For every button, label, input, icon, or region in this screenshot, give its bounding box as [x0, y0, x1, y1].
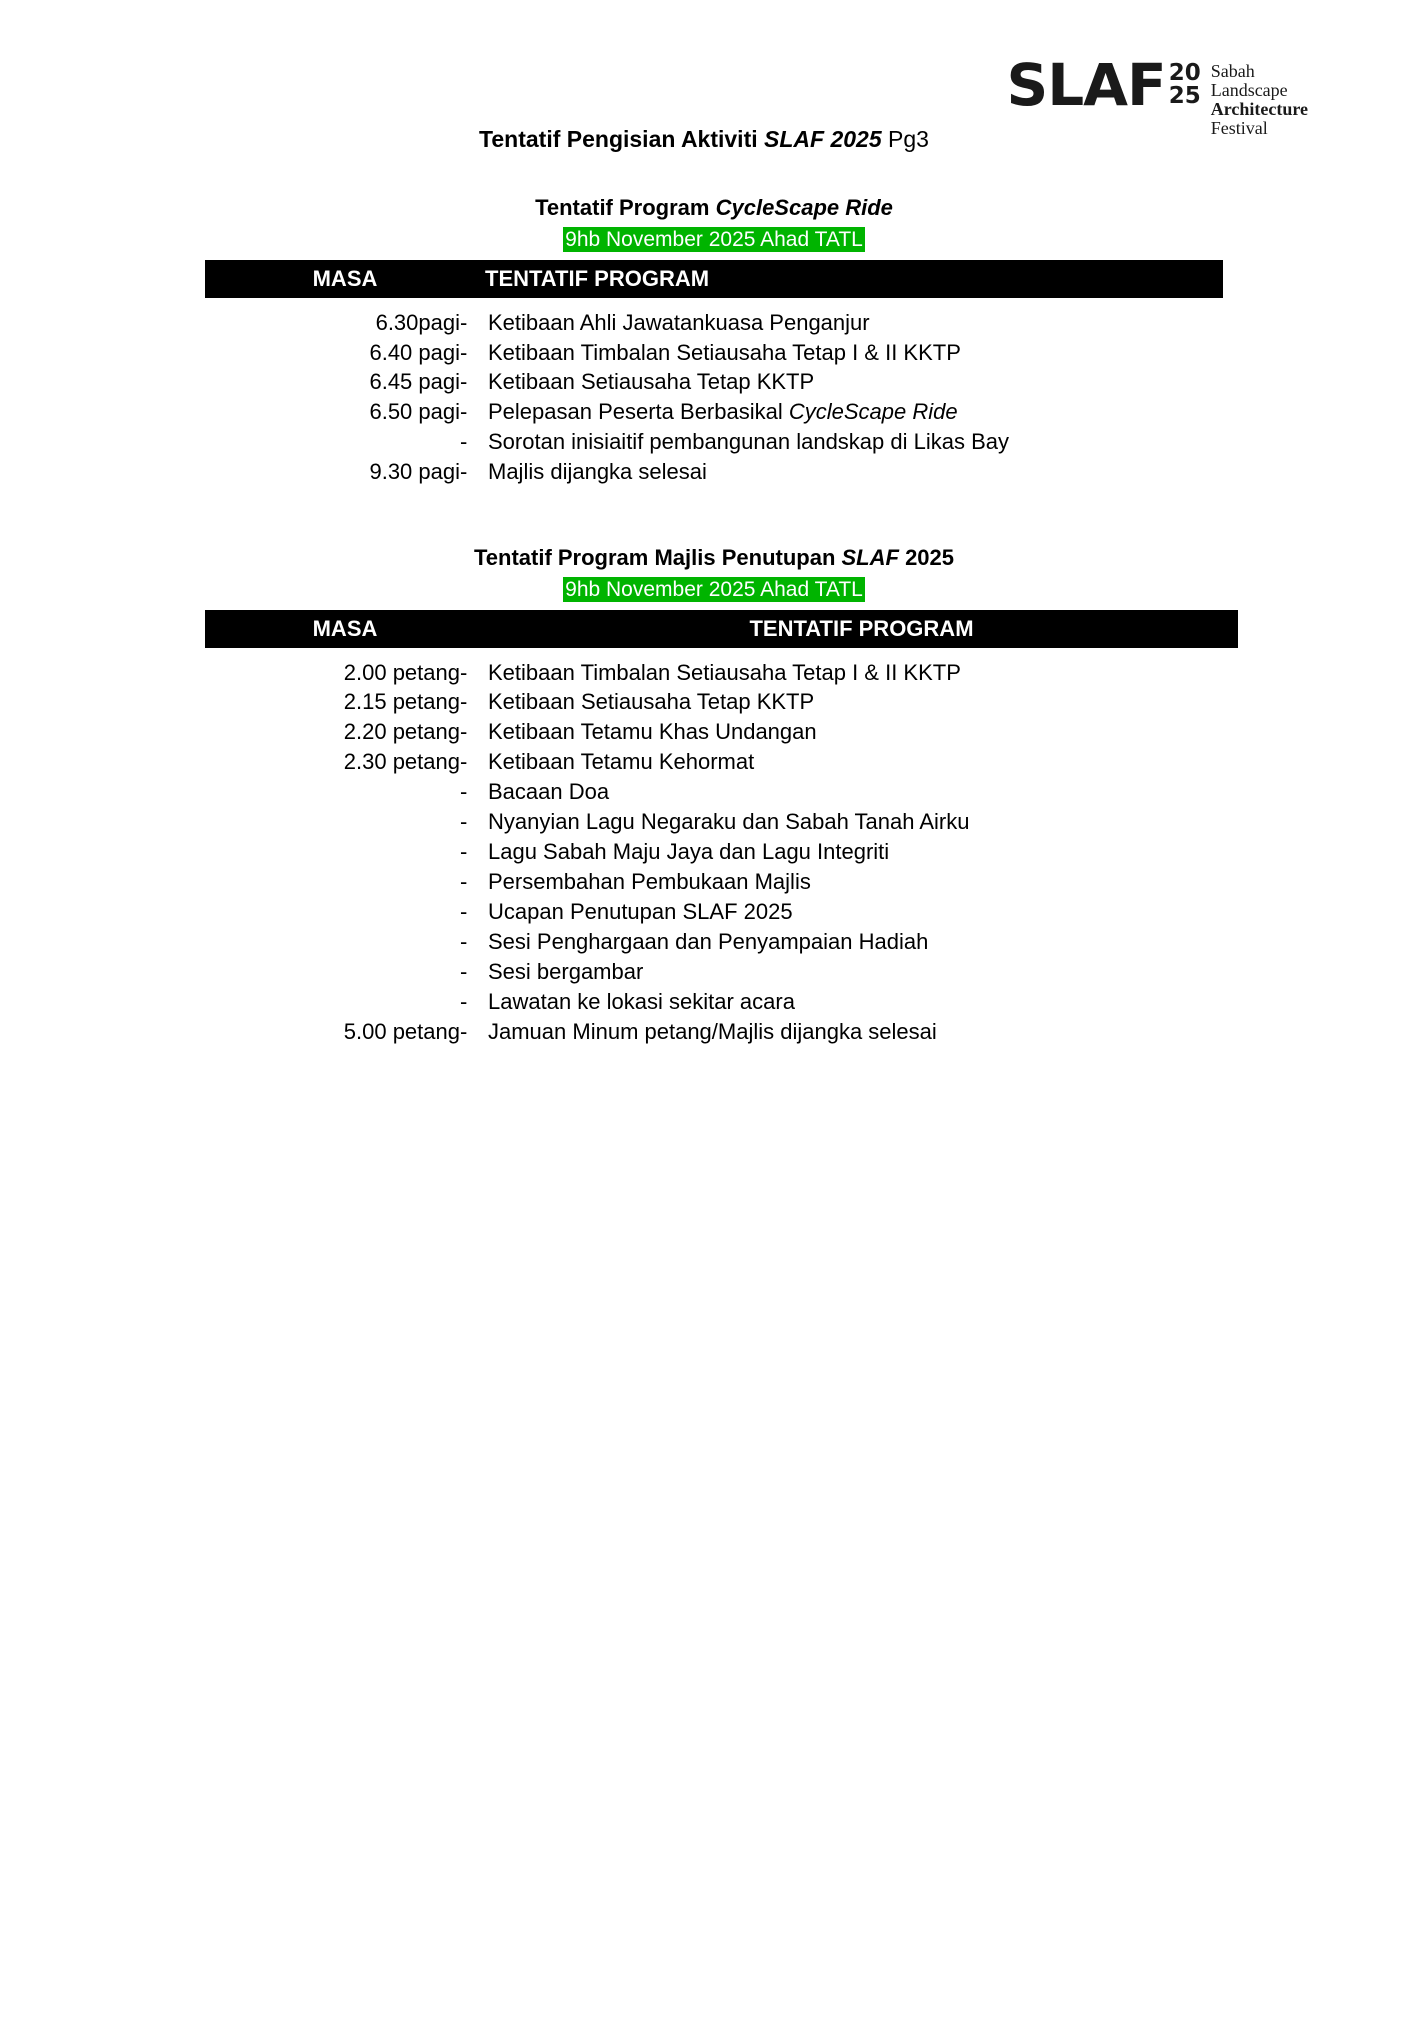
row-dash: - [460, 809, 468, 835]
row-dash: - [460, 839, 468, 865]
row-dash: - [460, 429, 468, 455]
table-row [60, 687, 1368, 717]
table-row [60, 338, 1368, 368]
column-header-masa: MASA [312, 615, 378, 641]
section-title [60, 545, 1368, 571]
table-row [60, 867, 1368, 897]
schedule-table [60, 308, 1368, 488]
row-time [60, 897, 460, 927]
table-row [60, 308, 1368, 338]
row-description: Sesi Penghargaan dan Penyampaian Hadiah [488, 929, 929, 955]
page-title-prefix: Tentatif Pengisian Aktiviti [479, 126, 765, 153]
logo-wordmark: SLAF [1006, 51, 1166, 119]
row-time: 6.40 pagi [369, 339, 460, 365]
section-title-suffix: 2025 [898, 545, 955, 571]
section-title-italic: SLAF [841, 545, 899, 571]
section-date-highlight: 9hb November 2025 Ahad TATL [565, 228, 863, 252]
row-time [60, 837, 460, 867]
row-description: Ketibaan Ahli Jawatankuasa Penganjur [488, 309, 870, 335]
row-time: 2.00 petang [343, 659, 460, 685]
table-row [60, 367, 1368, 397]
slaf-logo [1006, 51, 1308, 139]
section-date [60, 227, 1368, 253]
row-dash: - [460, 1018, 468, 1044]
logo-year-top: 20 [1168, 60, 1201, 86]
logo-line-architecture: Architecture [1210, 99, 1308, 120]
logo-year [1169, 62, 1201, 108]
row-dash: - [460, 309, 468, 335]
row-description: Ketibaan Setiausaha Tetap KKTP [488, 689, 815, 715]
row-description: Sesi bergambar [488, 959, 644, 985]
logo-year-bottom: 25 [1168, 83, 1201, 109]
row-dash: - [460, 659, 468, 685]
row-time: 9.30 pagi [369, 459, 460, 485]
row-dash: - [460, 399, 468, 425]
row-description: Majlis dijangka selesai [488, 459, 707, 485]
row-dash: - [460, 339, 468, 365]
table-header-row [205, 260, 1223, 298]
row-time: 2.20 petang [343, 719, 460, 745]
table-row [60, 807, 1368, 837]
section-title-italic: CycleScape Ride [715, 195, 893, 221]
row-description: Nyanyian Lagu Negaraku dan Sabah Tanah Airku [488, 809, 970, 835]
row-description: Persembahan Pembukaan Majlis [488, 869, 811, 895]
page-number-label: Pg3 [881, 126, 929, 153]
row-dash: - [460, 869, 468, 895]
section-cyclescape-ride [60, 195, 1368, 487]
logo-line-sabah: Sabah [1210, 61, 1255, 81]
row-description: Ucapan Penutupan SLAF 2025 [488, 899, 793, 925]
table-row [60, 957, 1368, 987]
table-row [60, 987, 1368, 1017]
logo-line-landscape: Landscape [1210, 80, 1288, 101]
row-dash: - [460, 929, 468, 955]
section-title-prefix: Tentatif Program [535, 195, 716, 221]
table-row [60, 427, 1368, 457]
row-description: Lagu Sabah Maju Jaya dan Lagu Integriti [488, 839, 890, 865]
table-header-row [205, 610, 1238, 648]
row-dash: - [460, 959, 468, 985]
row-description-italic: CycleScape Ride [788, 399, 958, 425]
row-time [60, 807, 460, 837]
schedule-table [60, 658, 1368, 1047]
row-time [60, 427, 460, 457]
row-description: Ketibaan Timbalan Setiausaha Tetap I & II KKTP [488, 339, 961, 365]
table-row [60, 897, 1368, 927]
row-time [60, 987, 460, 1017]
row-description: Ketibaan Tetamu Khas Undangan [488, 719, 817, 745]
row-dash: - [460, 459, 468, 485]
row-time: 2.15 petang [343, 689, 460, 715]
column-header-program: TENTATIF PROGRAM [485, 265, 710, 291]
row-time: 6.45 pagi [369, 369, 460, 395]
table-row [60, 777, 1368, 807]
column-header-masa: MASA [312, 265, 378, 291]
row-dash: - [460, 689, 468, 715]
row-time [60, 957, 460, 987]
table-row [60, 457, 1368, 487]
row-description: Ketibaan Tetamu Kehormat [488, 749, 755, 775]
table-row [60, 397, 1368, 427]
section-majlis-penutupan [60, 545, 1368, 1047]
section-date-highlight: 9hb November 2025 Ahad TATL [565, 578, 863, 602]
table-row [60, 747, 1368, 777]
row-dash: - [460, 369, 468, 395]
table-row [60, 837, 1368, 867]
page-title-italic: SLAF 2025 [764, 126, 882, 153]
row-description: Ketibaan Setiausaha Tetap KKTP [488, 369, 815, 395]
logo-subtext [1211, 62, 1308, 138]
row-dash: - [460, 719, 468, 745]
row-time [60, 927, 460, 957]
table-row [60, 658, 1368, 688]
table-row [60, 1017, 1368, 1047]
row-time: 2.30 petang [343, 749, 460, 775]
table-row [60, 927, 1368, 957]
row-time: 6.50 pagi [369, 399, 460, 425]
row-dash: - [460, 989, 468, 1015]
section-title [60, 195, 1368, 221]
row-description: Sorotan inisiaitif pembangunan landskap di Likas Bay [488, 429, 1009, 455]
section-date [60, 577, 1368, 603]
column-header-program: TENTATIF PROGRAM [749, 615, 974, 641]
row-description [488, 397, 1368, 427]
logo-line-festival: Festival [1210, 118, 1268, 139]
row-dash: - [460, 899, 468, 925]
row-description-text: Pelepasan Peserta Berbasikal [488, 399, 789, 425]
row-description: Lawatan ke lokasi sekitar acara [488, 989, 795, 1015]
row-description: Bacaan Doa [488, 779, 610, 805]
row-time [60, 867, 460, 897]
row-dash: - [460, 779, 468, 805]
row-time: 6.30pagi [375, 309, 460, 335]
row-dash: - [460, 749, 468, 775]
row-description: Ketibaan Timbalan Setiausaha Tetap I & II KKTP [488, 659, 961, 685]
table-row [60, 717, 1368, 747]
section-title-prefix: Tentatif Program Majlis Penutupan [473, 545, 842, 571]
row-time: 5.00 petang [343, 1018, 460, 1044]
row-time [60, 777, 460, 807]
row-description: Jamuan Minum petang/Majlis dijangka selesai [488, 1018, 937, 1044]
